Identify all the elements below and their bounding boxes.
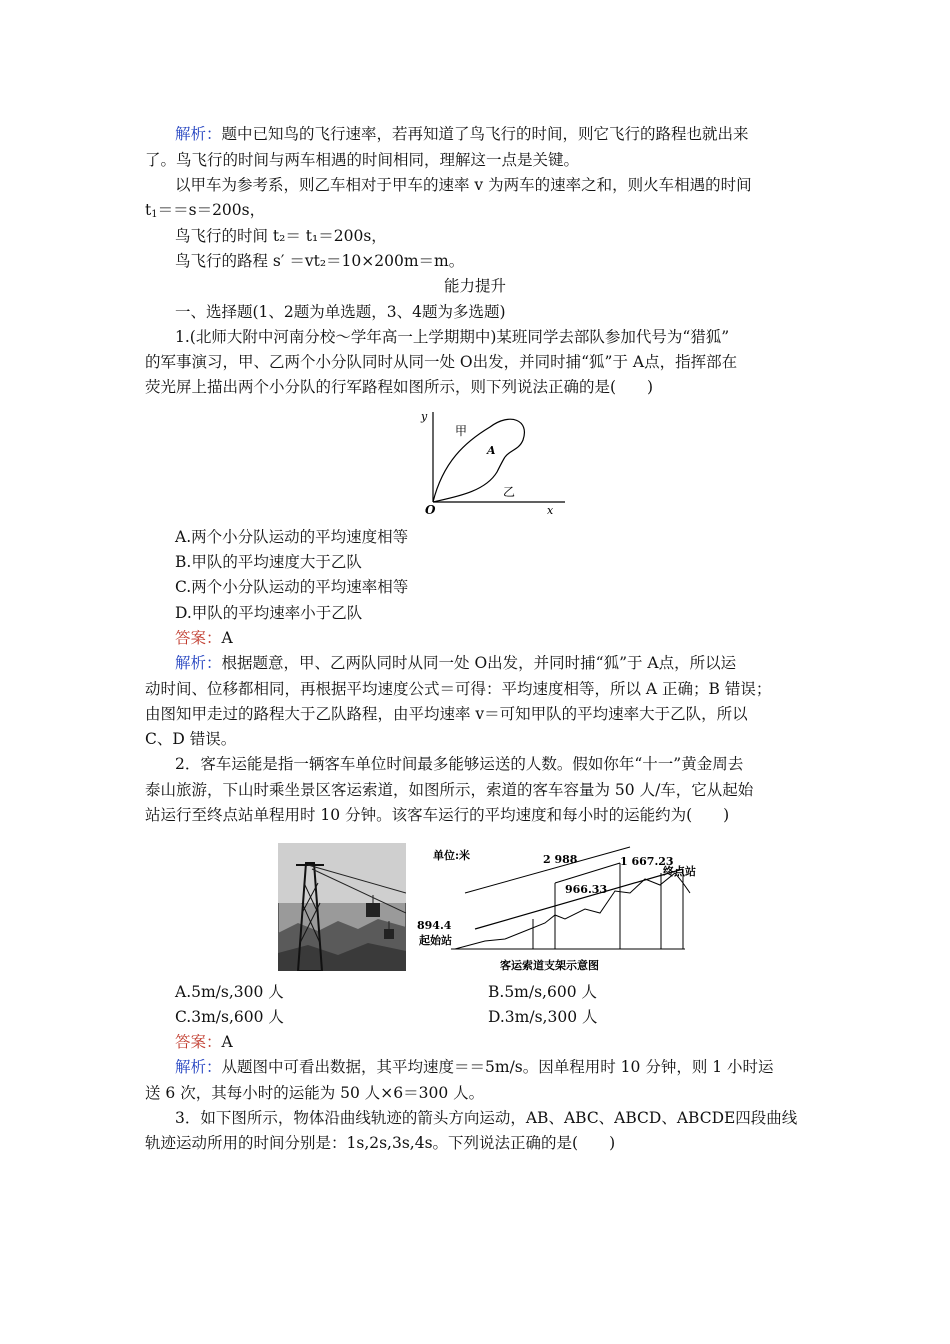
analysis-label: 解析： (175, 125, 222, 143)
path-yi (433, 457, 505, 502)
path-figure (415, 402, 575, 522)
text: ＝＝s＝200s， (157, 201, 266, 219)
analysis-label: 解析： (175, 654, 222, 672)
analysis-label: 解析： (175, 1058, 222, 1076)
option-d: D.甲队的平均速率小于乙队 (175, 604, 363, 622)
option-a: A.两个小分队运动的平均速度相等 (175, 528, 409, 546)
text-line: 由图知甲走过的路程大于乙队路程，由平均速率 v＝可知甲队的平均速率大于乙队，所以 (145, 705, 748, 723)
cableway-diagram (415, 843, 715, 978)
section-title: 能力提升 (443, 277, 506, 295)
option-b: B.甲队的平均速度大于乙队 (175, 553, 362, 571)
cable-line (475, 869, 683, 929)
option-d: D.3m/s,300 人 (488, 1008, 598, 1026)
text: 从题图中可看出数据，其平均速度＝＝5m/s。因单程用时 10 分钟，则 1 小时运 (221, 1058, 774, 1076)
answer-value: A (221, 1033, 233, 1051)
y-label: y (421, 410, 428, 423)
point-a-label: A (487, 444, 496, 457)
question-line: 1.(北师大附中河南分校～学年高一上学期期中)某班同学去部队参加代号为“猎狐” (175, 328, 730, 346)
start-station-label: 起始站 (419, 934, 452, 947)
jia-label: 甲 (455, 424, 468, 438)
h2-dim (555, 863, 620, 883)
text-line: 了。鸟飞行的时间与两车相遇的时间相同，理解这一点是关键。 (145, 151, 580, 169)
question-line: 泰山旅游，下山时乘坐景区客运索道，如图所示，索道的客车容量为 50 人/车，它从起始 (145, 781, 754, 799)
length-label: 2 988 (543, 853, 578, 866)
option-c: C.两个小分队运动的平均速率相等 (175, 578, 409, 596)
text: 题中已知鸟的飞行速率，若再知道了鸟飞行的时间，则它飞行的路程也就出来 (221, 125, 749, 143)
option-a: A.5m/s,300 人 (175, 983, 284, 1001)
subscript: 1 (151, 209, 158, 220)
end-station-label: 终点站 (663, 865, 696, 878)
answer-line (175, 1032, 233, 1052)
h1-label: 1 667.23 (620, 855, 674, 868)
option-b: B.5m/s,600 人 (488, 983, 597, 1001)
question-line: 荧光屏上描出两个小分队的行军路程如图所示，则下列说法正确的是( ) (145, 378, 654, 396)
text-line: 鸟飞行的时间 t₂＝ t₁＝200s， (175, 227, 387, 245)
h2-label: 966.33 (565, 883, 608, 896)
start-height-label: 894.4 (417, 919, 452, 932)
text-line: 动时间、位移都相同，再根据平均速度公式＝可得：平均速度相等，所以 A 正确；B 错误； (145, 680, 772, 698)
answer-label: 答案： (175, 1033, 222, 1051)
answer-line (175, 628, 233, 648)
question-line: 的军事演习，甲、乙两个小分队同时从同一处 O出发，并同时捕“狐”于 A点，指挥部在 (145, 353, 738, 371)
question-line: 3．如下图所示，物体沿曲线轨迹的箭头方向运动，AB、ABC、ABCD、ABCDE四段曲线 (175, 1109, 798, 1127)
analysis-line (175, 653, 736, 673)
unit-label: 单位:米 (433, 849, 471, 862)
question-line: 2．客车运能是指一辆客车单位时间最多能够运送的人数。假如你年“十一”黄金周去 (175, 755, 744, 773)
x-label: x (547, 504, 554, 517)
text-line (145, 200, 265, 225)
text-line: 以甲车为参考系，则乙车相对于甲车的速率 v 为两车的速率之和，则火车相遇的时间 (175, 176, 752, 194)
answer-value: A (221, 629, 233, 647)
text: 根据题意，甲、乙两队同时从同一处 O出发，并同时捕“狐”于 A点，所以运 (221, 654, 737, 672)
text-line: 鸟飞行的路程 s′ ＝vt₂＝10×200m＝m。 (175, 252, 465, 270)
diagram-caption: 客运索道支架示意图 (500, 959, 599, 972)
analysis-line (175, 1057, 774, 1077)
text-line: C、D 错误。 (145, 730, 237, 748)
option-c: C.3m/s,600 人 (175, 1008, 284, 1026)
origin-label: O (425, 503, 436, 517)
question-line: 轨迹运动所用的时间分别是：1s,2s,3s,4s。下列说法正确的是( ) (145, 1134, 616, 1152)
analysis-line (175, 124, 749, 144)
answer-label: 答案： (175, 629, 222, 647)
section-subtitle: 一、选择题(1、2题为单选题，3、4题为多选题) (175, 303, 506, 321)
text-line: 送 6 次，其每小时的运能为 50 人×6＝300 人。 (145, 1084, 485, 1102)
yi-label: 乙 (503, 485, 516, 499)
cable-car-photo (278, 843, 406, 971)
question-line: 站运行至终点站单程用时 10 分钟。该客车运行的平均速度和每小时的运能约为( ) (145, 806, 730, 824)
var: t (145, 201, 152, 219)
